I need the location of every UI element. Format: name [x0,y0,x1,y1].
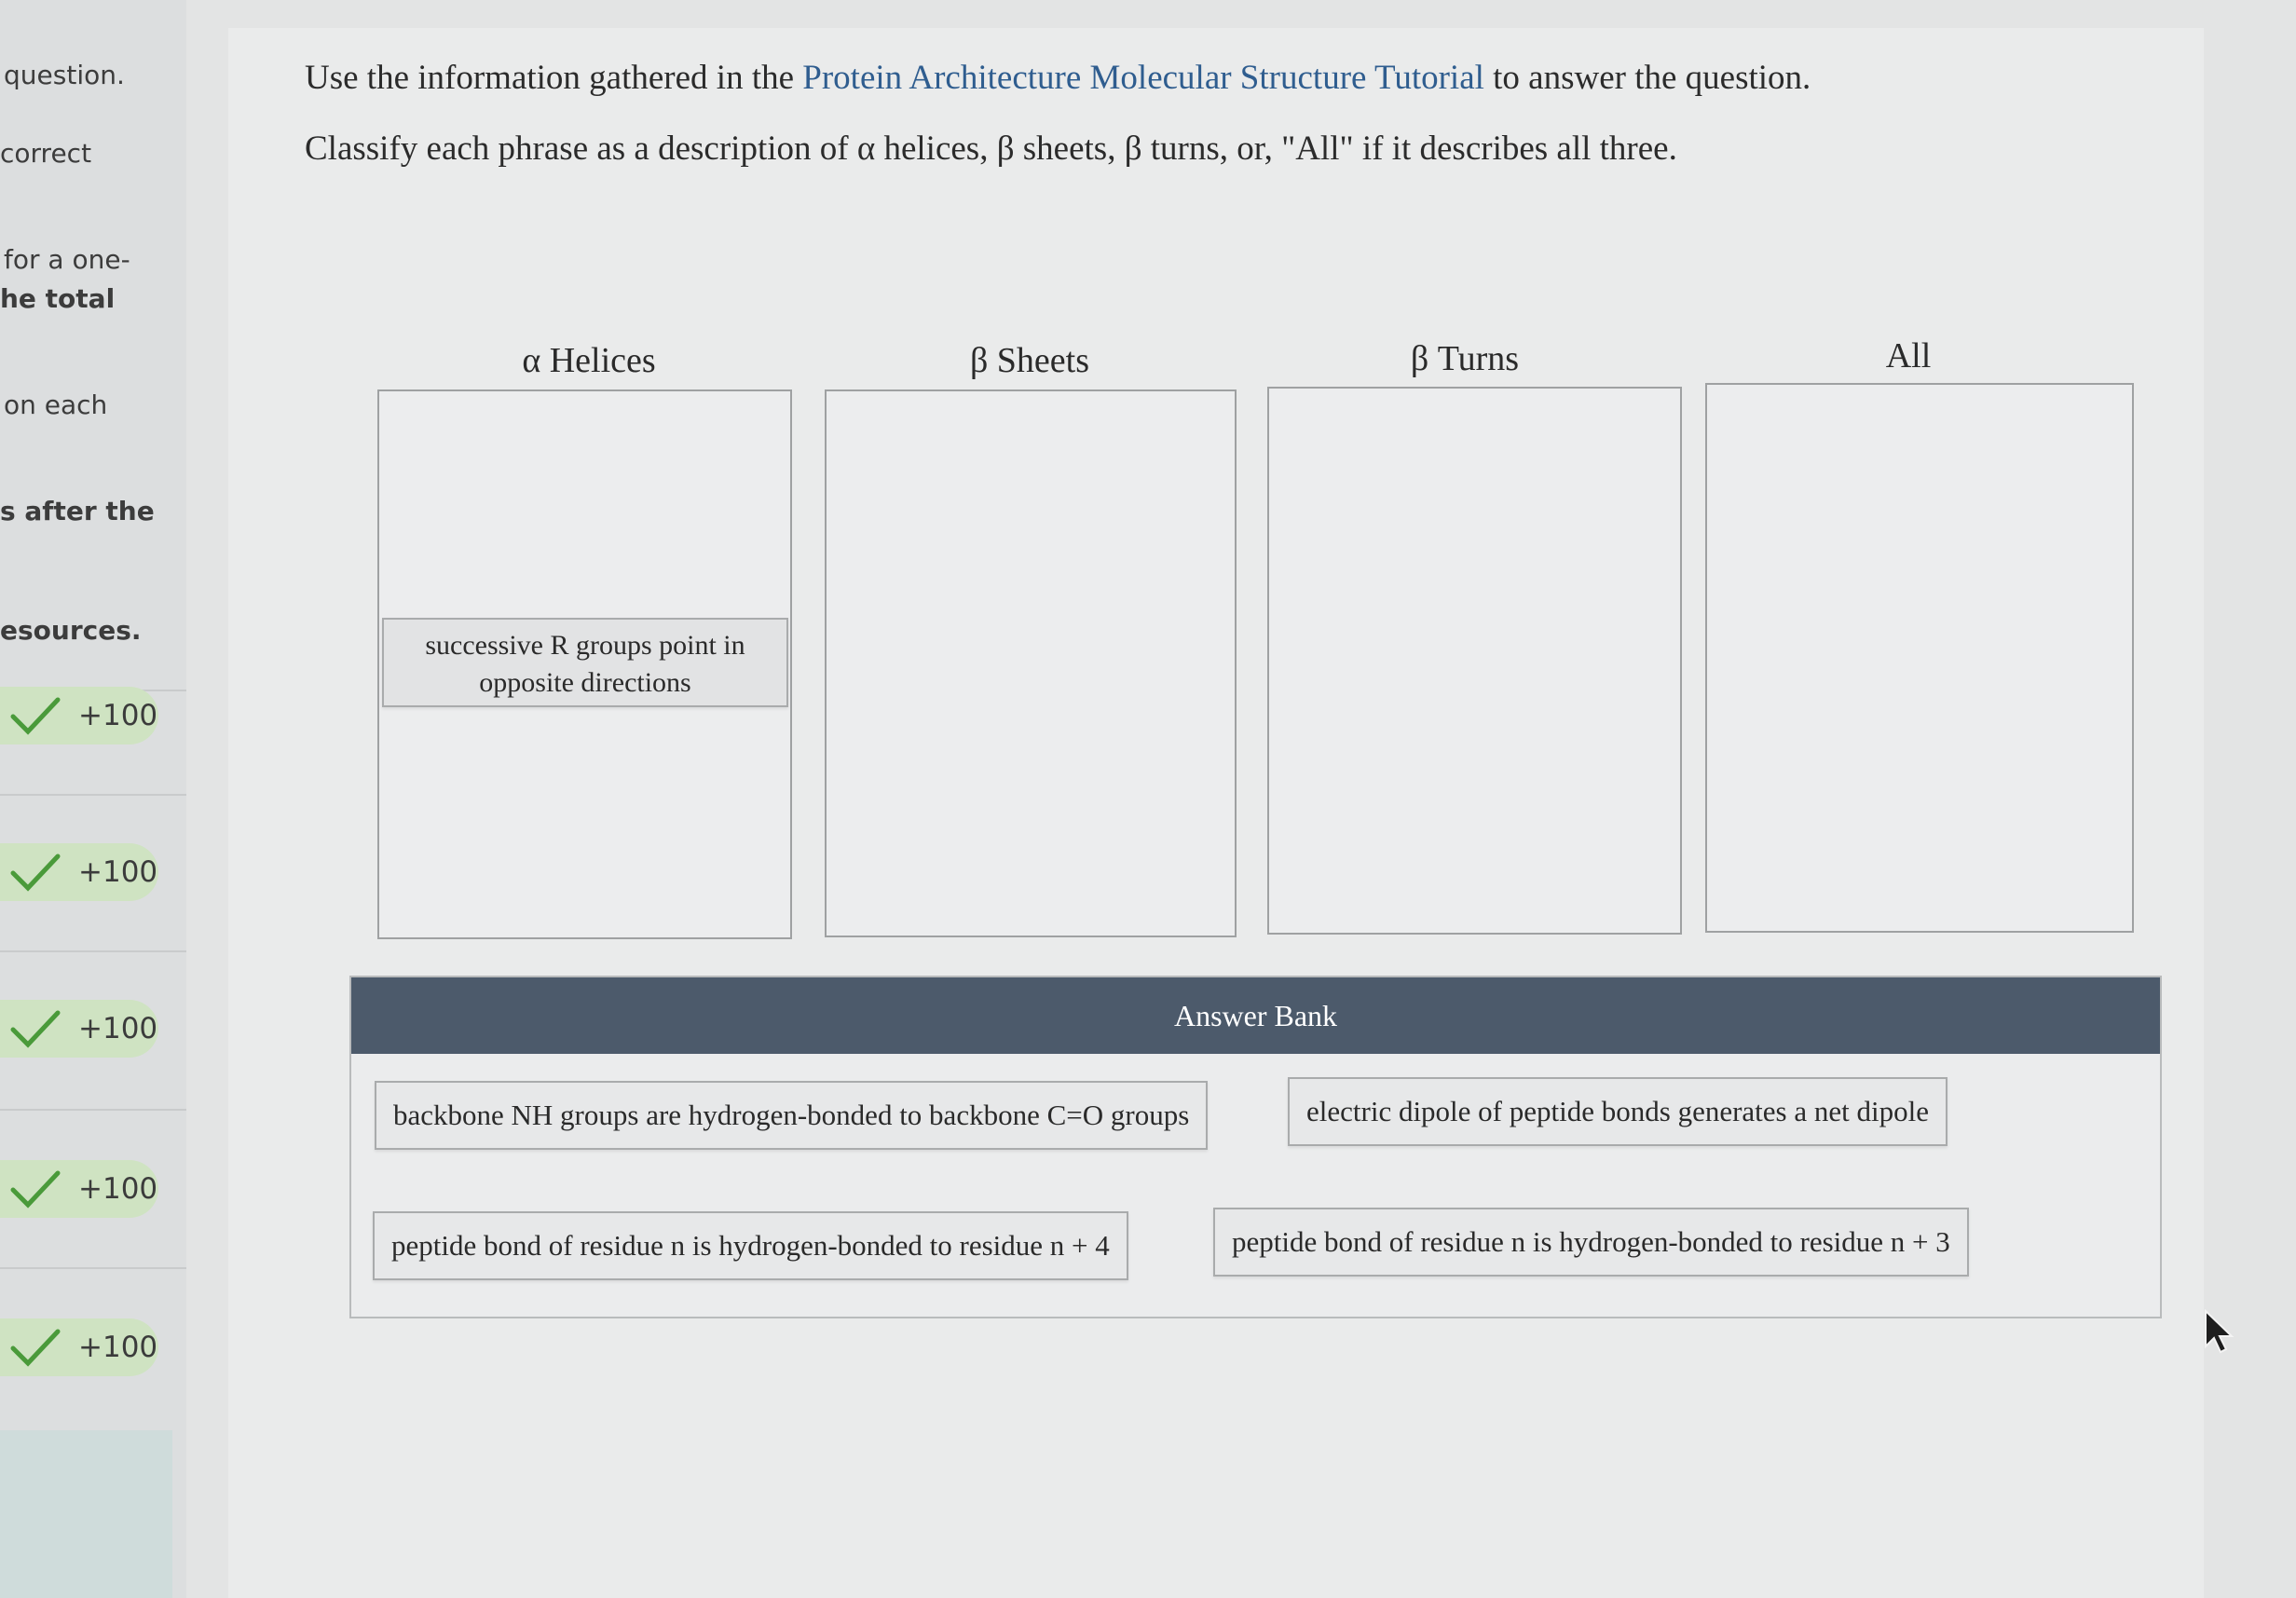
category-title-all: All [1885,336,1932,376]
sidebar-fragment: esources. [0,615,142,646]
score-value: +100 [78,855,158,889]
sidebar [0,0,186,1598]
instruction-text: to answer the question. [1483,59,1811,97]
category-title-beta-sheets: β Sheets [969,341,1090,380]
score-value: +100 [78,699,158,732]
checkmark-icon [7,1166,63,1212]
score-badge[interactable] [0,1318,158,1376]
answer-bank-title: Answer Bank [351,977,2160,1054]
answer-chip[interactable]: peptide bond of residue n is hydrogen-bonded to residue n + 4 [373,1211,1128,1280]
sidebar-footer [0,1430,172,1598]
score-value: +100 [78,1012,158,1045]
score-badge[interactable] [0,687,158,744]
sidebar-fragment: for a one- [4,244,130,275]
sidebar-fragment: on each [4,389,108,420]
sidebar-fragment: he total [0,283,116,314]
drop-zone-all[interactable] [1705,383,2134,933]
sidebar-fragment: question. [4,60,125,90]
answer-chip[interactable]: peptide bond of residue n is hydrogen-bonded to residue n + 3 [1213,1208,1969,1277]
drop-zone-beta-sheets[interactable] [825,389,1237,937]
drop-zone-beta-turns[interactable] [1267,387,1682,935]
category-title-alpha-helices: α Helices [522,341,656,380]
checkmark-icon [7,1324,63,1371]
checkmark-icon [7,1005,63,1052]
placed-answer-chip[interactable]: successive R groups point in opposite directions [382,618,788,707]
sidebar-fragment: s after the [0,496,155,526]
question-instruction [305,58,1811,98]
checkmark-icon [7,692,63,739]
question-prompt: Classify each phrase as a description of α helices, β sheets, β turns, or, "All" if it describes all three. [305,130,1677,168]
sidebar-fragment: correct [0,138,92,169]
checkmark-icon [7,849,63,895]
score-badge[interactable] [0,1160,158,1218]
answer-chip[interactable]: electric dipole of peptide bonds generates a net dipole [1288,1077,1948,1146]
category-title-beta-turns: β Turns [1410,339,1520,378]
score-value: +100 [78,1331,158,1364]
answer-chip[interactable]: backbone NH groups are hydrogen-bonded to backbone C=O groups [375,1081,1208,1150]
score-badge[interactable] [0,1000,158,1058]
instruction-text: Use the information gathered in the [305,59,803,97]
score-value: +100 [78,1172,158,1206]
tutorial-link[interactable]: Protein Architecture Molecular Structure Tutorial [802,59,1484,97]
score-badge[interactable] [0,843,158,901]
mouse-cursor-icon [2204,1309,2235,1354]
